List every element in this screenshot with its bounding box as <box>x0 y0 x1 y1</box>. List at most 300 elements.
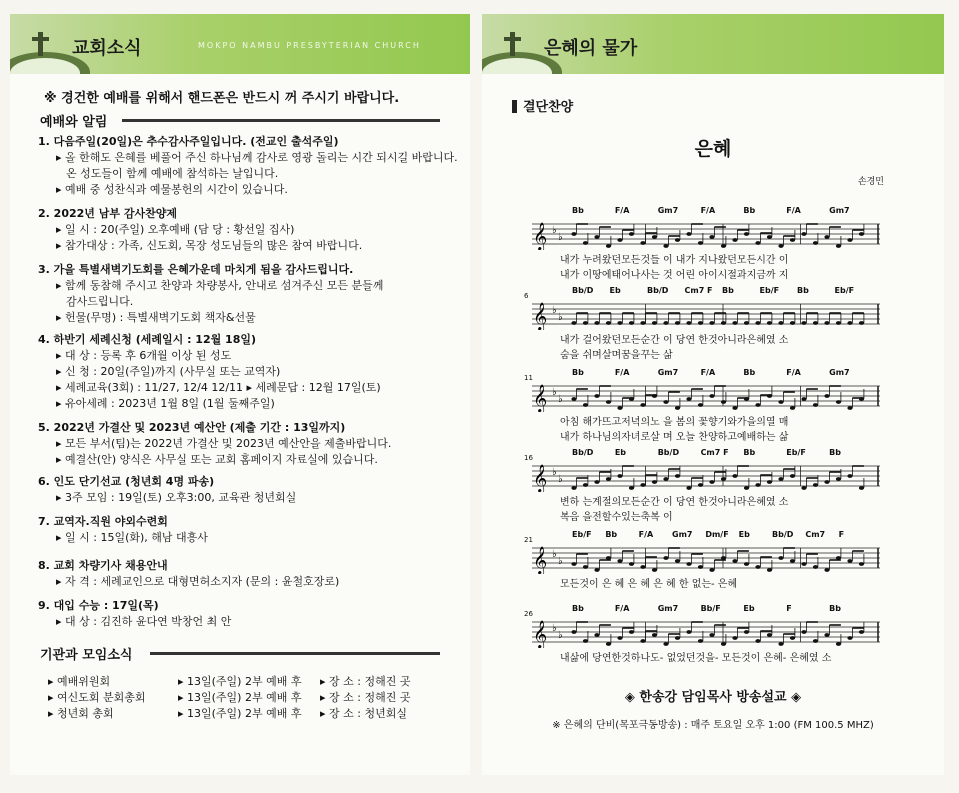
chord-symbol: F/A <box>614 604 630 613</box>
news-item-line: 온 성도들이 함께 예배에 참석하는 날입니다. <box>66 167 279 180</box>
news-item-line: 감사드립니다. <box>66 295 134 308</box>
chord-symbol: Bb/D <box>572 448 594 457</box>
chord-symbol: Bb <box>572 604 584 613</box>
note-head <box>663 244 668 248</box>
chord-symbol: Gm7 <box>657 206 679 215</box>
note-head <box>675 636 680 640</box>
flat-icon: ♭ <box>552 305 557 316</box>
note-head <box>571 630 576 634</box>
note-head <box>617 559 622 563</box>
chord-symbol: Bb <box>743 448 756 457</box>
chord-symbol: Bb/D <box>647 286 669 295</box>
note-head <box>571 562 576 566</box>
note-head <box>790 321 795 325</box>
chord-symbol: Bb <box>572 206 584 215</box>
note-head <box>606 400 611 404</box>
note-head <box>698 483 703 487</box>
treble-clef-icon: 𝄞 <box>533 546 548 574</box>
note-head <box>790 559 795 563</box>
note-head <box>790 406 795 410</box>
note-head <box>721 642 726 646</box>
org-time: ▸ 13일(주일) 2부 예배 후 <box>178 707 302 720</box>
note-head <box>640 565 645 569</box>
chord-symbol: Bb/F <box>700 604 721 613</box>
left-header-title: 교회소식 <box>72 38 142 59</box>
note-head <box>847 559 852 563</box>
section-org-title: 기관과 모임소식 <box>40 648 133 663</box>
flat-icon: ♭ <box>558 232 563 243</box>
news-item-8 <box>38 558 339 590</box>
note-head <box>859 397 864 401</box>
note-head <box>813 565 818 569</box>
note-head <box>755 639 760 643</box>
composer: 손경민 <box>857 177 884 187</box>
chord-symbol: Gm7 <box>657 604 679 613</box>
staff-svg <box>532 220 880 250</box>
music-system <box>524 286 880 361</box>
note-head <box>709 235 714 239</box>
phone-notice: ※ 경건한 예배를 위해서 핸드폰은 반드시 꺼 주시기 바랍니다. <box>44 91 400 106</box>
chord-symbol: Eb/F <box>786 448 806 457</box>
note-head <box>813 241 818 245</box>
note-head <box>583 241 588 245</box>
note-head <box>721 321 726 325</box>
chord-symbol: F/A <box>700 368 716 377</box>
note-head <box>652 235 657 239</box>
chord-symbol: F/A <box>614 368 630 377</box>
chord-symbol: Cm7 <box>805 530 826 539</box>
left-header-eng: MOKPO NAMBU PRESBYTERIAN CHURCH <box>198 41 421 50</box>
org-time: ▸ 13일(주일) 2부 예배 후 <box>178 675 302 688</box>
lyric-line: 변하 는계절의모든순간 이 당연 한것아니라은혜였 소 <box>560 497 789 508</box>
note-head <box>675 238 680 242</box>
chord-symbol: Cm7 F <box>684 286 713 295</box>
news-item-heading: 5. 2022년 가결산 및 2023년 예산안 (제출 기간 : 13일까지) <box>38 421 346 434</box>
chord-symbol: Bb/D <box>657 448 680 457</box>
note-head <box>847 406 852 410</box>
chord-symbol: Bb/D <box>772 530 794 539</box>
news-item-heading: 8. 교회 차량기사 채용안내 <box>38 559 168 572</box>
chord-symbol: Bb/D <box>572 286 594 295</box>
lyric-line: 숨을 쉬며살며꿈을꾸는 삶 <box>560 350 673 361</box>
note-head <box>824 568 829 572</box>
note-head <box>698 639 703 643</box>
lyric-line: 모든것이 은 혜 은 혜 은 혜 한 없는- 은혜 <box>560 579 738 590</box>
news-item-heading: 2. 2022년 남부 감사찬양제 <box>38 207 177 220</box>
note-head <box>663 400 668 404</box>
cross-icon <box>38 32 43 56</box>
note-head <box>652 568 657 572</box>
org-name: ▸ 여신도회 분회총회 <box>48 691 146 704</box>
note-head <box>583 639 588 643</box>
note-head <box>790 238 795 242</box>
note-head <box>571 321 576 325</box>
chord-symbol: Gm7 <box>829 206 850 215</box>
note-head <box>698 321 703 325</box>
note-head <box>698 565 703 569</box>
music-system <box>524 604 880 664</box>
news-item-heading: 1. 다음주일(20일)은 추수감사주일입니다. (전교인 출석주일) <box>38 135 339 148</box>
chord-symbol: Eb <box>614 448 627 457</box>
treble-clef-icon: 𝄞 <box>533 384 548 412</box>
music-system <box>524 448 880 523</box>
note-head <box>801 397 806 401</box>
note-head <box>778 477 783 481</box>
note-head <box>606 642 611 646</box>
note-head <box>732 238 737 242</box>
flat-icon: ♭ <box>558 474 563 485</box>
news-item-line: ▸ 일 시 : 20(주일) 오후예배 (담 당 : 황선일 집사) <box>56 223 295 236</box>
news-item-heading: 9. 대입 수능 : 17일(목) <box>38 599 159 612</box>
lyric-line: 내가 이땅에태어나사는 것 어린 아이시절과지금까 지 <box>560 270 789 281</box>
chord-symbol: Eb <box>738 530 750 539</box>
chord-symbol: Bb <box>572 368 584 377</box>
note-head <box>675 406 680 410</box>
note-head <box>583 483 588 487</box>
note-head <box>675 559 680 563</box>
note-head <box>629 232 634 236</box>
note-head <box>755 565 760 569</box>
note-head <box>629 321 634 325</box>
note-head <box>606 477 611 481</box>
note-head <box>721 477 726 481</box>
note-head <box>801 486 806 490</box>
note-head <box>617 636 622 640</box>
note-head <box>767 235 772 239</box>
note-head <box>732 559 737 563</box>
note-head <box>801 630 806 634</box>
note-head <box>732 474 737 478</box>
note-head <box>606 556 611 560</box>
music-system <box>524 368 880 443</box>
note-head <box>663 321 668 325</box>
org-place: ▸ 장 소 : 정해진 곳 <box>320 675 411 688</box>
note-head <box>617 238 622 242</box>
lyric-line: 내가 하나님의자녀로살 며 오늘 찬양하고예배하는 삶 <box>560 432 789 443</box>
hymn-section-title: 결단찬양 <box>512 96 573 115</box>
news-item-9 <box>38 598 231 630</box>
news-item-3 <box>38 262 383 326</box>
note-head <box>675 321 680 325</box>
news-item-5 <box>38 420 391 468</box>
note-head <box>571 232 576 236</box>
chord-symbol: Bb <box>829 448 841 457</box>
chord-symbol: Bb <box>605 530 618 539</box>
section-rule <box>150 652 440 655</box>
note-head <box>709 321 714 325</box>
staff-svg <box>532 382 880 412</box>
note-head <box>640 483 645 487</box>
note-head <box>778 321 783 325</box>
note-head <box>640 241 645 245</box>
note-head <box>698 403 703 407</box>
note-head <box>847 636 852 640</box>
note-head <box>652 321 657 325</box>
note-head <box>755 321 760 325</box>
chord-symbol: F <box>838 530 845 539</box>
note-head <box>824 633 829 637</box>
news-item-heading: 3. 가을 특별새벽기도회를 은혜가운데 마치게 됨을 감사드립니다. <box>38 263 354 276</box>
note-head <box>663 556 668 560</box>
broadcast-title: ◈ 한송강 담임목사 방송설교 ◈ <box>624 690 802 705</box>
note-head <box>583 403 588 407</box>
note-head <box>663 477 668 481</box>
news-item-line: ▸ 일 시 : 15일(화), 해남 대흥사 <box>56 531 208 544</box>
note-head <box>744 630 749 634</box>
note-head <box>813 639 818 643</box>
note-head <box>836 321 841 325</box>
note-head <box>652 394 657 398</box>
treble-clef-icon: 𝄞 <box>533 464 548 492</box>
note-head <box>629 486 634 490</box>
staff-svg <box>532 462 880 492</box>
note-head <box>571 486 576 490</box>
note-head <box>606 244 611 248</box>
org-times <box>178 674 318 722</box>
org-place: ▸ 장 소 : 정해진 곳 <box>320 691 411 704</box>
chord-symbol: Dm/F <box>705 530 729 539</box>
note-head <box>698 241 703 245</box>
chord-symbol: F <box>786 604 792 613</box>
news-item-4 <box>38 332 381 412</box>
chord-symbol: Eb/F <box>759 286 780 295</box>
chord-symbol: Bb <box>722 286 734 295</box>
note-head <box>686 562 691 566</box>
note-head <box>859 486 864 490</box>
flat-icon: ♭ <box>552 387 557 398</box>
note-head <box>617 321 622 325</box>
chord-symbol: F/A <box>614 206 630 215</box>
note-head <box>767 633 772 637</box>
chord-symbol: Cm7 F <box>700 448 729 457</box>
note-head <box>859 321 864 325</box>
note-head <box>640 403 645 407</box>
note-head <box>721 244 726 248</box>
note-head <box>767 394 772 398</box>
flat-icon: ♭ <box>552 225 557 236</box>
flat-icon: ♭ <box>552 549 557 560</box>
note-head <box>836 556 841 560</box>
news-item-heading: 7. 교역자.직원 야외수련회 <box>38 515 168 528</box>
note-head <box>652 480 657 484</box>
treble-clef-icon: 𝄞 <box>533 302 548 330</box>
note-head <box>675 474 680 478</box>
news-item-line: ▸ 올 한해도 은혜를 베풀어 주신 하나님께 감사로 영광 돌리는 시간 되시길 바랍니다. <box>56 151 458 164</box>
news-item-7 <box>38 514 208 546</box>
lyric-line: 내가 누려왔던모든것들 이 내가 지나왔던모든시간 이 <box>560 255 789 266</box>
news-item-line: ▸ 헌물(무명) : 특별새벽기도회 책자&선물 <box>56 311 256 324</box>
org-name: ▸ 청년회 총회 <box>48 707 114 720</box>
note-head <box>663 642 668 646</box>
song-title: 은혜 <box>694 138 732 160</box>
note-head <box>744 232 749 236</box>
note-head <box>824 480 829 484</box>
org-place: ▸ 장 소 : 청년회실 <box>320 707 407 720</box>
section-worship-title: 예배와 알림 <box>40 115 108 130</box>
news-item-line: ▸ 대 상 : 김진하 윤다연 박창언 최 안 <box>56 615 232 628</box>
news-item-line: ▸ 자 격 : 세례교인으로 대형면허소지자 (문의 : 윤철호장로) <box>56 575 340 588</box>
note-head <box>709 568 714 572</box>
flat-icon: ♭ <box>552 467 557 478</box>
note-head <box>652 633 657 637</box>
note-head <box>778 556 783 560</box>
news-item-line: ▸ 3주 모임 : 19일(토) 오후3:00, 교육관 청년회실 <box>56 491 297 504</box>
chord-symbol: Bb <box>797 286 809 295</box>
right-header-band <box>482 14 944 74</box>
note-head <box>778 244 783 248</box>
news-item-2 <box>38 206 362 254</box>
note-head <box>755 483 760 487</box>
note-head <box>801 321 806 325</box>
news-item-line: ▸ 예배 중 성찬식과 예물봉헌의 시간이 있습니다. <box>56 183 288 196</box>
flat-icon: ♭ <box>558 312 563 323</box>
note-head <box>824 394 829 398</box>
note-head <box>686 397 691 401</box>
note-head <box>583 565 588 569</box>
chord-symbol: F/A <box>786 368 801 377</box>
news-item-heading: 6. 인도 단기선교 (청년회 4명 파송) <box>38 475 215 488</box>
note-head <box>686 232 691 236</box>
chord-symbol: Eb <box>609 286 621 295</box>
note-head <box>686 321 691 325</box>
note-head <box>732 636 737 640</box>
measure-number: 6 <box>524 292 529 300</box>
note-head <box>709 633 714 637</box>
staff-svg <box>532 300 880 330</box>
note-head <box>640 639 645 643</box>
note-head <box>583 321 588 325</box>
chord-symbol: F/A <box>638 530 654 539</box>
music-system <box>532 206 880 281</box>
treble-clef-icon: 𝄞 <box>533 620 548 648</box>
news-item-line: ▸ 예결산(안) 양식은 사무실 또는 교회 홈페이지 자료실에 있습니다. <box>56 453 378 466</box>
note-head <box>744 486 749 490</box>
note-head <box>686 630 691 634</box>
broadcast-note: ※ 은혜의 단비(목포극동방송) : 매주 토요일 오후 1:00 (FM 100.5 MHZ) <box>552 720 874 731</box>
note-head <box>640 321 645 325</box>
news-item-line: ▸ 함께 동참해 주시고 찬양과 차량봉사, 안내로 섬겨주신 모든 분들께 <box>56 279 384 292</box>
right-header-title: 은혜의 물가 <box>544 38 638 59</box>
note-head <box>594 568 599 572</box>
chord-symbol: Eb/F <box>572 530 592 539</box>
note-head <box>629 630 634 634</box>
note-head <box>836 400 841 404</box>
note-head <box>721 400 726 404</box>
chord-symbol: Gm7 <box>829 368 850 377</box>
note-head <box>709 480 714 484</box>
lyric-line: 아침 해가뜨고저녁의노 을 봄의 꽃향기와가을의열 매 <box>560 417 789 428</box>
note-head <box>836 642 841 646</box>
note-head <box>629 562 634 566</box>
note-head <box>744 562 749 566</box>
staff-svg <box>532 618 880 648</box>
note-head <box>801 232 806 236</box>
flat-icon: ♭ <box>558 630 563 641</box>
news-item-line: ▸ 대 상 : 등록 후 6개월 이상 된 성도 <box>56 349 232 362</box>
chord-symbol: Bb <box>743 368 756 377</box>
lyric-line: 내가 걸어왔던모든순간 이 당연 한것아니라은혜였 소 <box>560 335 789 346</box>
note-head <box>824 321 829 325</box>
chord-symbol: F/A <box>700 206 716 215</box>
note-head <box>709 394 714 398</box>
left-header-band <box>10 14 470 74</box>
note-head <box>836 244 841 248</box>
flat-icon: ♭ <box>558 394 563 405</box>
news-item-line: ▸ 참가대상 : 가족, 신도회, 목장 성도님들의 많은 참여 바랍니다. <box>56 239 363 252</box>
chord-symbol: Bb <box>829 604 841 613</box>
note-head <box>790 636 795 640</box>
left-page <box>10 14 470 775</box>
right-page <box>482 14 944 775</box>
note-head <box>721 556 726 560</box>
flat-icon: ♭ <box>552 623 557 634</box>
note-head <box>744 397 749 401</box>
note-head <box>617 474 622 478</box>
news-item-line: ▸ 유아세례 : 2023년 1월 8일 (1월 둘째주일) <box>56 397 275 410</box>
note-head <box>594 235 599 239</box>
note-head <box>778 400 783 404</box>
note-head <box>859 232 864 236</box>
news-item-line: ▸ 세례교육(3회) : 11/27, 12/4 12/11 ▸ 세례문답 : 12월 17일(토) <box>56 381 381 394</box>
section-rule <box>122 119 440 122</box>
note-head <box>836 477 841 481</box>
note-head <box>824 235 829 239</box>
note-head <box>847 474 852 478</box>
note-head <box>813 321 818 325</box>
lyric-line: 내삶에 당연한것하나도- 없었던것을- 모든것이 은혜- 은혜였 소 <box>560 653 832 664</box>
note-head <box>594 633 599 637</box>
note-head <box>606 321 611 325</box>
cross-icon <box>510 32 515 56</box>
note-head <box>594 480 599 484</box>
measure-number: 11 <box>524 374 533 382</box>
news-item-1 <box>38 134 458 198</box>
news-item-heading: 4. 하반기 세례신청 (세례일시 : 12월 18일) <box>38 333 257 346</box>
org-name: ▸ 예배위원회 <box>48 675 111 688</box>
news-item-line: ▸ 모든 부서(팀)는 2022년 가결산 및 2023년 예산안을 제출바랍니다. <box>56 437 392 450</box>
note-head <box>801 562 806 566</box>
org-time: ▸ 13일(주일) 2부 예배 후 <box>178 691 302 704</box>
note-head <box>778 642 783 646</box>
chord-symbol: Gm7 <box>672 530 693 539</box>
news-item-line: ▸ 신 청 : 20일(주일)까지 (사무실 또는 교역자) <box>56 365 281 378</box>
note-head <box>686 486 691 490</box>
note-head <box>859 630 864 634</box>
org-names <box>48 674 178 722</box>
note-head <box>571 397 576 401</box>
note-head <box>755 241 760 245</box>
note-head <box>859 562 864 566</box>
chord-symbol: Eb <box>743 604 755 613</box>
chord-symbol: Bb <box>743 206 756 215</box>
note-head <box>767 321 772 325</box>
note-head <box>755 403 760 407</box>
chord-symbol: Eb/F <box>834 286 855 295</box>
lyric-line: 복음 을전할수있는축복 이 <box>560 512 673 523</box>
music-system <box>524 530 880 590</box>
treble-clef-icon: 𝄞 <box>533 222 548 250</box>
note-head <box>847 238 852 242</box>
note-head <box>594 321 599 325</box>
note-head <box>767 568 772 572</box>
flat-icon: ♭ <box>558 556 563 567</box>
note-head <box>767 480 772 484</box>
measure-number: 21 <box>524 536 533 544</box>
note-head <box>732 406 737 410</box>
chord-symbol: F/A <box>786 206 801 215</box>
note-head <box>790 474 795 478</box>
measure-number: 16 <box>524 454 533 462</box>
